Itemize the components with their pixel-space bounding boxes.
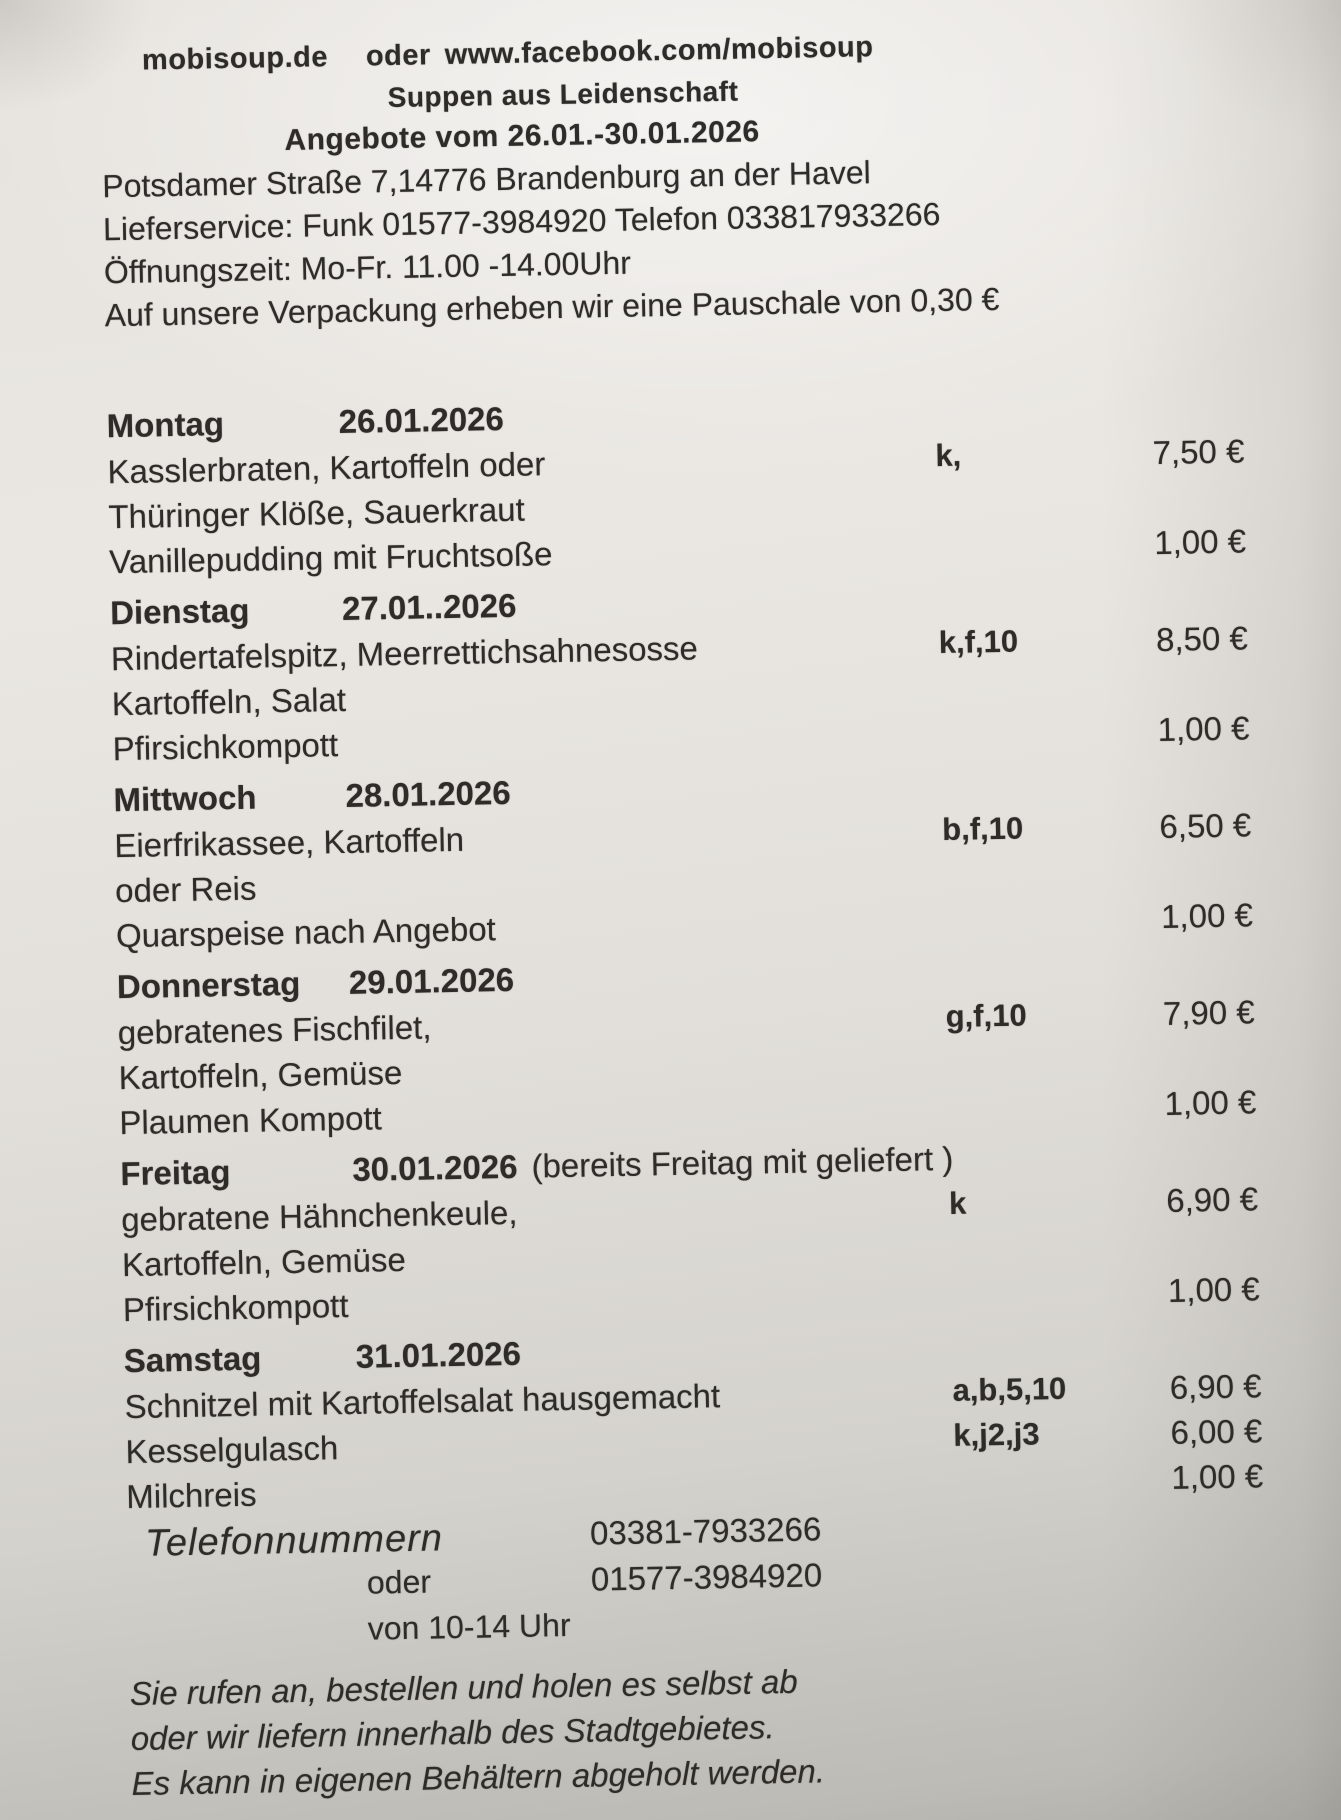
item-price: 6,90 € — [1169, 1367, 1262, 1406]
menu-item-text: Vanillepudding mit Fruchtsoße — [108, 535, 553, 581]
day-name: Dienstag — [109, 591, 250, 632]
menu-item-text: Eierfrikassee, Kartoffeln — [114, 820, 465, 865]
menu-item-text: Pfirsichkompott — [112, 726, 339, 768]
menu-day-section — [117, 946, 1341, 1149]
item-price: 7,90 € — [1162, 993, 1255, 1032]
phone-number-2: 01577-3984920 — [590, 1556, 823, 1598]
allergen-codes: b,f,10 — [941, 810, 1024, 848]
tagline: Suppen aus Leidenschaft — [387, 75, 739, 114]
day-date — [345, 774, 525, 815]
day-date-text: 29.01.2026 — [348, 960, 515, 1001]
footer-note — [130, 1649, 1341, 1806]
item-price: 6,50 € — [1159, 806, 1252, 846]
day-name: Montag — [106, 405, 225, 445]
day-date — [352, 1140, 954, 1189]
item-price: 8,50 € — [1155, 619, 1249, 659]
menu-item-text: Kesselgulasch — [125, 1429, 339, 1471]
weekly-menu — [106, 385, 1341, 1523]
allergen-codes: k — [948, 1185, 967, 1221]
delivery-service-line: Lieferservice: Funk 01577-3984920 Telefon 033817933266 — [102, 195, 941, 248]
menu-item-text: Plaumen Kompott — [119, 1099, 383, 1142]
day-date-text: 27.01..2026 — [341, 586, 517, 627]
day-name: Samstag — [123, 1339, 262, 1380]
footer-line-2: oder wir liefern innerhalb des Stadtgebietes. — [130, 1708, 775, 1758]
allergen-codes: g,f,10 — [945, 997, 1027, 1034]
item-price: 1,00 € — [1157, 709, 1250, 749]
packaging-fee-line: Auf unsere Verpackung erheben wir eine Pauschale von 0,30 € — [104, 280, 1000, 334]
day-date — [355, 1335, 535, 1376]
menu-item-text: Kartoffeln, Gemüse — [118, 1053, 403, 1097]
menu-day-section — [110, 572, 1341, 775]
facebook-url: www.facebook.com/mobisoup — [444, 31, 874, 71]
day-note — [530, 587, 531, 624]
day-note — [528, 961, 529, 998]
item-price: 7,50 € — [1152, 432, 1245, 472]
footer-line-1: Sie rufen an, bestellen und holen es selbst ab — [129, 1662, 798, 1713]
footer-line-3: Es kann in eigenen Behältern abgeholt werden. — [131, 1752, 826, 1803]
menu-item-text: gebratene Hähnchenkeule, — [120, 1193, 518, 1239]
header-oder-text: oder — [365, 39, 432, 73]
menu-item-text: Thüringer Klöße, Sauerkraut — [108, 490, 526, 536]
day-date — [342, 587, 531, 628]
day-date — [349, 961, 529, 1002]
day-name: Mittwoch — [113, 778, 257, 819]
day-date-text: 30.01.2026 — [352, 1147, 518, 1188]
phone-number-1: 03381-7933266 — [589, 1510, 822, 1552]
menu-day-section — [120, 1133, 1341, 1336]
offers-title: Angebote vom 26.01.-30.01.2026 — [284, 115, 760, 157]
item-price: 1,00 € — [1160, 896, 1254, 936]
item-price: 6,90 € — [1165, 1180, 1259, 1219]
allergen-codes: k, — [935, 437, 962, 474]
item-price: 1,00 € — [1164, 1083, 1257, 1122]
phone-numbers-label: Telefonnummern — [144, 1517, 444, 1565]
item-price: 6,00 € — [1170, 1412, 1263, 1451]
item-price: 1,00 € — [1153, 522, 1247, 562]
day-note: (bereits Freitag mit geliefert ) — [531, 1139, 954, 1185]
contact-oder-text: oder — [366, 1563, 432, 1601]
menu-item-text: Milchreis — [125, 1475, 257, 1516]
menu-day-section — [106, 385, 1337, 588]
menu-item-text: Kasslerbraten, Kartoffeln oder — [107, 445, 546, 491]
allergen-codes: k,f,10 — [938, 623, 1019, 661]
item-price: 1,00 € — [1171, 1457, 1264, 1496]
opening-hours-line: Öffnungszeit: Mo-Fr. 11.00 -14.00Uhr — [103, 244, 632, 291]
day-name: Freitag — [120, 1153, 231, 1193]
menu-item-text: gebratenes Fischfilet, — [117, 1008, 432, 1052]
contact-hours: von 10-14 Uhr — [367, 1606, 571, 1647]
day-note — [517, 400, 518, 437]
allergen-codes: a,b,5,10 — [952, 1370, 1067, 1408]
day-date-text: 28.01.2026 — [345, 773, 511, 814]
website-url: mobisoup.de — [141, 41, 329, 77]
menu-item-text: Quarspeise nach Angebot — [115, 910, 497, 955]
day-note — [535, 1335, 536, 1372]
day-date-text: 31.01.2026 — [355, 1334, 522, 1375]
menu-item-text: Pfirsichkompott — [122, 1286, 349, 1329]
menu-day-section — [113, 759, 1341, 962]
menu-item-text: Rindertafelspitz, Meerrettichsahnesosse — [110, 629, 699, 678]
allergen-codes: k,j2,j3 — [953, 1416, 1040, 1453]
day-date — [338, 400, 518, 441]
contact-section — [127, 1501, 1341, 1661]
menu-item-text: oder Reis — [114, 869, 257, 910]
address-line: Potsdamer Straße 7,14776 Brandenburg an der Havel — [101, 154, 871, 205]
day-name: Donnerstag — [116, 964, 301, 1006]
day-date-text: 26.01.2026 — [338, 399, 505, 441]
item-price: 1,00 € — [1167, 1270, 1261, 1309]
menu-item-text: Kartoffeln, Gemüse — [121, 1240, 407, 1284]
menu-item-text: Kartoffeln, Salat — [111, 680, 347, 723]
menu-item-text: Schnitzel mit Kartoffelsalat hausgemacht — [124, 1377, 721, 1426]
day-note — [524, 774, 525, 811]
menu-day-section — [123, 1320, 1341, 1523]
